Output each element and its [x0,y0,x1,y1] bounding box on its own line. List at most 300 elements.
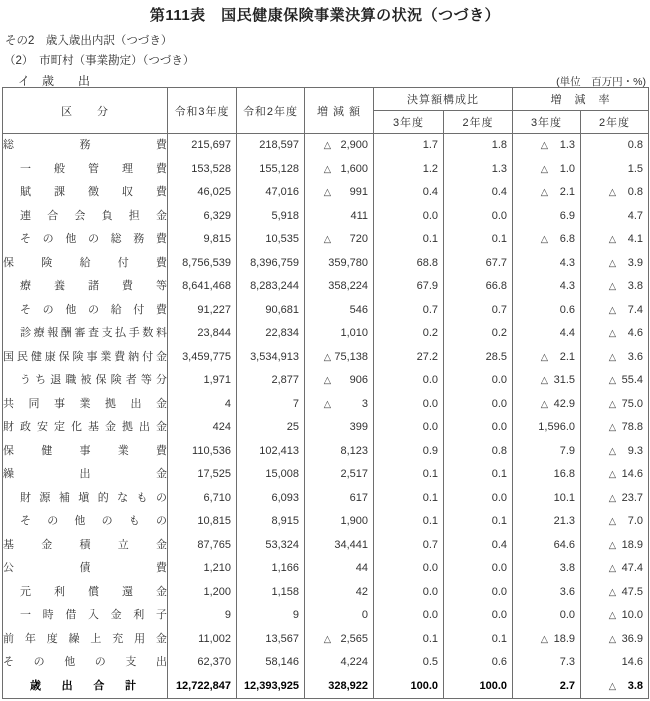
cell-value: 153,528 [191,162,231,175]
negative-triangle-icon: △ [608,469,616,481]
cell-comp3 [374,604,444,628]
cell-value: 1.5 [627,162,643,175]
cell-r3 [168,487,237,511]
cell-value: 0.8 [627,139,643,152]
cell-rate3 [513,228,581,252]
cell-diff [305,487,374,511]
cell-r3 [168,675,237,699]
cell-r2 [237,628,305,652]
cell-r2 [237,228,305,252]
negative-triangle-icon: △ [540,140,548,152]
cell-rate3 [513,158,581,182]
negative-triangle-icon: △ [608,586,616,598]
cell-value: 91,227 [197,303,231,316]
cell-comp2 [444,557,513,581]
cell-rate3 [513,205,581,229]
cell-value: 0.0 [422,397,438,410]
table-row [3,275,649,299]
cell-rate3 [513,651,581,675]
cell-diff [305,346,374,370]
cell-r2 [237,134,305,158]
cell-value: 0.0 [422,374,438,387]
cell-comp2 [444,628,513,652]
cell-value: 90,681 [265,303,299,316]
cell-diff [305,275,374,299]
column-header-fy-r3: 令和3年度 [168,88,237,134]
cell-value: 12,393,925 [243,679,299,692]
cell-comp3 [374,557,444,581]
cell-comp2 [444,369,513,393]
cell-value: 1,900 [340,515,368,528]
cell-value: 0.0 [422,421,438,434]
cell-diff [305,158,374,182]
cell-value: 218,597 [259,139,299,152]
cell-rate3 [513,322,581,346]
cell-value: 1.7 [422,139,438,152]
cell-value: 0.8 [627,186,643,199]
row-label: 療 養 諸 費 等 [3,275,168,299]
cell-value: 2,877 [271,374,299,387]
cell-value: 42.9 [553,397,575,410]
cell-r2 [237,604,305,628]
cell-value: 10,815 [197,515,231,528]
column-header-category: 区 分 [3,88,168,134]
cell-value: 3 [361,397,368,410]
table-row [3,534,649,558]
cell-value: 100.0 [410,679,438,692]
cell-rate2 [581,628,649,652]
cell-comp3 [374,158,444,182]
row-label: 共 同 事 業 拠 出 金 [3,393,168,417]
cell-value: 9.3 [627,444,643,457]
negative-triangle-icon: △ [540,234,548,246]
cell-value: 3.8 [627,280,643,293]
cell-value: 1.3 [491,162,507,175]
cell-value: 3.8 [627,679,643,692]
cell-comp2 [444,158,513,182]
cell-value: 10.1 [553,491,575,504]
column-header-rate-y3: 3年度 [513,111,581,134]
cell-value: 0.0 [491,374,507,387]
negative-triangle-icon: △ [608,234,616,246]
cell-value: 215,697 [191,139,231,152]
negative-triangle-icon: △ [540,163,548,175]
cell-rate2 [581,369,649,393]
cell-value: 0.9 [422,444,438,457]
cell-comp3 [374,628,444,652]
column-header-rate-y2: 2年度 [581,111,649,134]
cell-comp2 [444,134,513,158]
cell-r2 [237,275,305,299]
cell-value: 28.5 [485,350,507,363]
cell-value: 4.4 [559,327,575,340]
cell-diff [305,534,374,558]
cell-value: 62,370 [197,656,231,669]
cell-rate2 [581,346,649,370]
cell-comp3 [374,675,444,699]
cell-value: 328,922 [328,679,368,692]
cell-r2 [237,510,305,534]
cell-rate2 [581,252,649,276]
cell-value: 155,128 [259,162,299,175]
cell-rate2 [581,651,649,675]
cell-value: 42 [355,585,368,598]
cell-rate3 [513,557,581,581]
cell-value: 4,224 [340,656,368,669]
cell-r3 [168,181,237,205]
table-row [3,463,649,487]
cell-comp3 [374,534,444,558]
cell-value: 16.8 [553,468,575,481]
cell-value: 0.4 [491,186,507,199]
cell-r3 [168,604,237,628]
row-label: 保 健 事 業 費 [3,440,168,464]
subtitle-municipality: （2） 市町村（事業勘定）（つづき） [4,55,195,67]
cell-value: 6,710 [203,491,231,504]
cell-comp2 [444,510,513,534]
cell-r2 [237,299,305,323]
table-row [3,346,649,370]
cell-value: 7.3 [559,656,575,669]
cell-value: 3.6 [559,585,575,598]
cell-comp3 [374,510,444,534]
cell-rate3 [513,628,581,652]
cell-diff [305,581,374,605]
cell-value: 0.0 [491,491,507,504]
cell-r3 [168,651,237,675]
negative-triangle-icon: △ [608,563,616,575]
row-label: 財 源 補 塡 的 な も の [3,487,168,511]
cell-r2 [237,322,305,346]
cell-rate2 [581,557,649,581]
cell-value: 18.9 [553,632,575,645]
cell-value: 5,918 [271,209,299,222]
row-label: 総 務 費 [3,134,168,158]
cell-r2 [237,675,305,699]
negative-triangle-icon: △ [323,351,331,363]
cell-value: 0.1 [422,233,438,246]
table-row [3,181,649,205]
cell-value: 58,146 [265,656,299,669]
cell-value: 23.7 [621,491,643,504]
cell-value: 2.1 [559,186,575,199]
cell-value: 9 [292,609,299,622]
cell-rate2 [581,181,649,205]
table-row [3,205,649,229]
cell-r2 [237,252,305,276]
cell-r2 [237,651,305,675]
cell-value: 411 [350,209,368,222]
cell-diff [305,675,374,699]
cell-r3 [168,252,237,276]
cell-diff [305,322,374,346]
cell-value: 22,834 [265,327,299,340]
cell-r3 [168,463,237,487]
cell-value: 2.1 [559,350,575,363]
negative-triangle-icon: △ [608,257,616,269]
cell-r3 [168,510,237,534]
cell-value: 0.2 [491,327,507,340]
negative-triangle-icon: △ [608,398,616,410]
table-row [3,252,649,276]
cell-value: 7.4 [627,303,643,316]
negative-triangle-icon: △ [323,234,331,246]
cell-r2 [237,369,305,393]
cell-diff [305,299,374,323]
cell-value: 0.1 [491,515,507,528]
row-label: 元 利 償 還 金 [3,581,168,605]
cell-comp3 [374,416,444,440]
negative-triangle-icon: △ [540,633,548,645]
cell-value: 359,780 [328,256,368,269]
cell-value: 8,283,244 [250,280,299,293]
cell-comp3 [374,299,444,323]
cell-comp2 [444,440,513,464]
cell-value: 110,536 [192,444,231,457]
negative-triangle-icon: △ [608,516,616,528]
table-row [3,604,649,628]
cell-rate2 [581,228,649,252]
cell-diff [305,228,374,252]
cell-value: 64.6 [553,538,575,551]
cell-value: 6.8 [559,233,575,246]
table-row [3,651,649,675]
table-row [3,628,649,652]
cell-value: 46,025 [197,186,231,199]
cell-r3 [168,369,237,393]
cell-value: 0.0 [422,562,438,575]
cell-rate2 [581,463,649,487]
cell-value: 1,596.0 [538,421,575,434]
negative-triangle-icon: △ [608,610,616,622]
cell-comp3 [374,322,444,346]
negative-triangle-icon: △ [608,328,616,340]
cell-comp3 [374,134,444,158]
negative-triangle-icon: △ [540,398,548,410]
negative-triangle-icon: △ [608,492,616,504]
cell-rate2 [581,322,649,346]
cell-r3 [168,299,237,323]
cell-diff [305,557,374,581]
cell-r3 [168,322,237,346]
cell-value: 78.8 [621,421,643,434]
cell-value: 21.3 [553,515,575,528]
cell-value: 4.3 [559,280,575,293]
cell-rate3 [513,346,581,370]
cell-value: 0.0 [559,609,575,622]
cell-r3 [168,346,237,370]
cell-comp3 [374,228,444,252]
cell-value: 4 [224,397,231,410]
table-body [3,134,649,699]
cell-value: 8,915 [271,515,299,528]
cell-diff [305,416,374,440]
table-row [3,299,649,323]
cell-comp3 [374,181,444,205]
cell-rate2 [581,275,649,299]
cell-value: 1,600 [340,162,368,175]
cell-comp3 [374,205,444,229]
table-row [3,440,649,464]
cell-value: 3.8 [559,562,575,575]
table-row [3,322,649,346]
cell-value: 1.2 [422,162,438,175]
cell-value: 0.0 [491,609,507,622]
cell-comp3 [374,463,444,487]
cell-value: 2,517 [340,468,368,481]
cell-r3 [168,134,237,158]
negative-triangle-icon: △ [323,187,331,199]
cell-value: 0.5 [422,656,438,669]
cell-value: 10,535 [265,233,299,246]
cell-comp2 [444,252,513,276]
cell-r3 [168,228,237,252]
cell-value: 1,971 [203,374,231,387]
cell-value: 36.9 [621,632,643,645]
cell-value: 0.0 [491,585,507,598]
cell-value: 0.8 [491,444,507,457]
negative-triangle-icon: △ [608,281,616,293]
cell-value: 0.0 [491,562,507,575]
cell-comp2 [444,675,513,699]
cell-value: 0.1 [422,632,438,645]
cell-value: 13,567 [265,632,299,645]
column-header-composition-y3: 3年度 [374,111,444,134]
cell-value: 424 [212,421,231,434]
cell-diff [305,440,374,464]
cell-diff [305,510,374,534]
cell-rate3 [513,181,581,205]
cell-comp2 [444,534,513,558]
cell-value: 25 [286,421,299,434]
cell-rate3 [513,252,581,276]
cell-value: 0.6 [491,656,507,669]
cell-rate2 [581,440,649,464]
cell-comp2 [444,651,513,675]
row-label: 保 険 給 付 費 [3,252,168,276]
cell-rate3 [513,134,581,158]
negative-triangle-icon: △ [323,163,331,175]
row-label: 診 療 報 酬 審 査 支 払 手 数 料 [3,322,168,346]
cell-r2 [237,416,305,440]
cell-value: 1,200 [203,585,231,598]
negative-triangle-icon: △ [540,375,548,387]
cell-value: 23,844 [197,327,231,340]
cell-r3 [168,534,237,558]
cell-r3 [168,440,237,464]
row-label: そ の 他 の も の [3,510,168,534]
cell-value: 3,459,775 [182,350,231,363]
cell-value: 66.8 [485,280,507,293]
negative-triangle-icon: △ [608,304,616,316]
row-label: 国 民 健 康 保 険 事 業 費 納 付 金 [3,346,168,370]
cell-rate3 [513,510,581,534]
cell-value: 14.6 [621,656,643,669]
row-label: そ の 他 の 総 務 費 [3,228,168,252]
cell-value: 7 [292,397,299,410]
cell-value: 546 [349,303,368,316]
negative-triangle-icon: △ [608,539,616,551]
negative-triangle-icon: △ [608,445,616,457]
cell-rate2 [581,534,649,558]
cell-comp2 [444,581,513,605]
row-label: 繰 出 金 [3,463,168,487]
cell-rate3 [513,675,581,699]
cell-value: 67.9 [416,280,438,293]
cell-value: 1.0 [559,162,575,175]
cell-value: 17,525 [197,468,231,481]
cell-comp2 [444,322,513,346]
cell-comp3 [374,651,444,675]
cell-rate2 [581,487,649,511]
cell-comp2 [444,299,513,323]
negative-triangle-icon: △ [323,140,331,152]
cell-value: 6.9 [559,209,575,222]
cell-comp2 [444,346,513,370]
subtitle-breakdown: その2 歳入歳出内訳（つづき） [5,35,173,47]
table-row [3,393,649,417]
cell-comp3 [374,346,444,370]
cell-value: 87,765 [197,538,231,551]
cell-comp2 [444,228,513,252]
column-header-composition-y2: 2年度 [444,111,513,134]
cell-value: 53,324 [265,538,299,551]
cell-rate2 [581,604,649,628]
cell-r3 [168,205,237,229]
row-label: そ の 他 の 給 付 費 [3,299,168,323]
cell-value: 0.1 [422,515,438,528]
row-label: 一 時 借 入 金 利 子 [3,604,168,628]
cell-value: 4.6 [627,327,643,340]
cell-value: 0.1 [491,468,507,481]
cell-rate2 [581,675,649,699]
table-row [3,510,649,534]
row-label: 基 金 積 立 金 [3,534,168,558]
column-group-change-rate: 増 減 率 [513,88,649,111]
table-row [3,158,649,182]
cell-value: 720 [349,233,368,246]
cell-value: 12,722,847 [175,679,231,692]
cell-value: 1,010 [340,327,368,340]
cell-diff [305,252,374,276]
negative-triangle-icon: △ [608,422,616,434]
cell-value: 1.3 [559,139,575,152]
cell-rate3 [513,534,581,558]
row-label: 前 年 度 繰 上 充 用 金 [3,628,168,652]
negative-triangle-icon: △ [608,633,616,645]
cell-value: 0 [361,609,368,622]
cell-value: 617 [349,491,368,504]
cell-comp3 [374,487,444,511]
cell-rate3 [513,581,581,605]
cell-r2 [237,557,305,581]
cell-r3 [168,275,237,299]
cell-comp2 [444,205,513,229]
cell-comp3 [374,252,444,276]
row-label: う ち 退 職 被 保 険 者 等 分 [3,369,168,393]
cell-value: 6,329 [203,209,231,222]
row-label: 公 債 費 [3,557,168,581]
cell-value: 0.1 [491,632,507,645]
cell-value: 75,138 [334,350,368,363]
table-row [3,581,649,605]
cell-diff [305,369,374,393]
cell-diff [305,393,374,417]
cell-value: 0.7 [422,303,438,316]
cell-diff [305,134,374,158]
negative-triangle-icon: △ [608,351,616,363]
table-row [3,228,649,252]
